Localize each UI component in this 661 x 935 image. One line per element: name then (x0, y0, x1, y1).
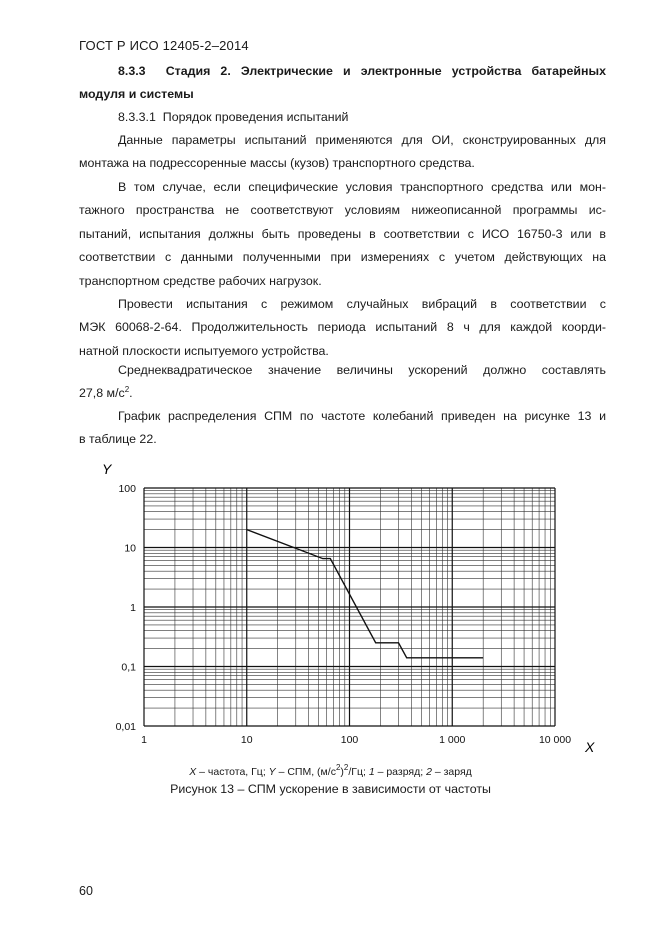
superscript: 2 (343, 763, 349, 772)
y-mid: ) (340, 766, 344, 778)
section-number: 8.3.3 (118, 64, 146, 78)
figure-legend (0, 763, 661, 778)
x-tick-label: 100 (340, 734, 359, 746)
curve-1-number: 1 (368, 766, 375, 778)
paragraph-line: монтажа на подрессоренные массы (кузов) транспортного средства. (79, 156, 475, 171)
superscript: 2 (335, 763, 341, 772)
rms-value: 27,8 м/с (79, 386, 125, 401)
x-symbol: X (189, 766, 197, 778)
paragraph-line: Данные параметры испытаний применяются для ОИ, сконструированных для (118, 133, 606, 147)
paragraph-line: транспортном средстве рабочих нагрузок. (79, 273, 322, 288)
x-axis-label: X (585, 739, 595, 755)
y-end: /Гц; (348, 766, 369, 778)
paragraph-line: Провести испытания с режимом случайных вибраций в соответствии с (118, 297, 606, 311)
x-tick-label: 1 (141, 734, 147, 746)
x-tick-label: 1 000 (439, 734, 466, 746)
paragraph-line: МЭК 60068-2-64. Продолжительность периода испытаний 8 ч для каждой коорди- (79, 320, 606, 335)
subsection-number: 8.3.3.1 (118, 110, 156, 124)
y-axis-label: Y (102, 461, 112, 477)
curve-1-desc: – разряд; (374, 766, 427, 778)
section-title-line1: Стадия 2. Электрические и электронные устройства батарейных (165, 64, 606, 78)
paragraph-line: в таблице 22. (79, 432, 157, 447)
paragraph-line: соответствии с данными полученными при измерениях с учетом действующих на (79, 250, 606, 265)
paragraph-line: В том случае, если специфические условия транспортного средства или мон- (118, 180, 606, 194)
curve-2-desc: – заряд (431, 766, 472, 778)
paragraph-line: Среднеквадратическое значение величины ускорений должно составлять (118, 363, 606, 377)
y-tick-label: 0,1 (121, 661, 136, 674)
superscript: 2 (124, 385, 130, 395)
y-tick-label: 0,01 (115, 721, 136, 733)
running-header: ГОСТ Р ИСО 12405-2–2014 (79, 38, 249, 53)
x-tick-label: 10 000 (538, 734, 572, 746)
paragraph-line: График распределения СПМ по частоте колебаний приведен на рисунке 13 и (118, 409, 606, 423)
x-desc: – частота, Гц; (196, 766, 269, 778)
subsection-title: Порядок проведения испытаний (162, 110, 349, 124)
page-number: 60 (79, 884, 93, 898)
y-tick-label: 10 (124, 542, 136, 555)
paragraph-line: пытаний, испытания должны быть проведены в соответствии с ИСО 16750-3 или в (79, 226, 606, 241)
y-symbol: Y (268, 766, 276, 778)
punctuation: . (129, 386, 133, 401)
figure-caption: Рисунок 13 – СПМ ускорение в зависимости от частоты (170, 782, 491, 796)
curve-2-number: 2 (426, 766, 432, 778)
paragraph-line: тажного пространства не соответствуют условиям нижеописанной программы ис- (79, 203, 606, 218)
y-tick-label: 100 (118, 483, 136, 495)
section-title-line2: модуля и системы (79, 87, 194, 102)
tick-labels (116, 483, 572, 746)
x-tick-label: 10 (240, 734, 253, 746)
y-desc: – СПМ, (м/с (275, 766, 336, 778)
y-tick-label: 1 (130, 602, 136, 614)
paragraph-line: натной плоскости испытуемого устройства. (79, 343, 329, 358)
